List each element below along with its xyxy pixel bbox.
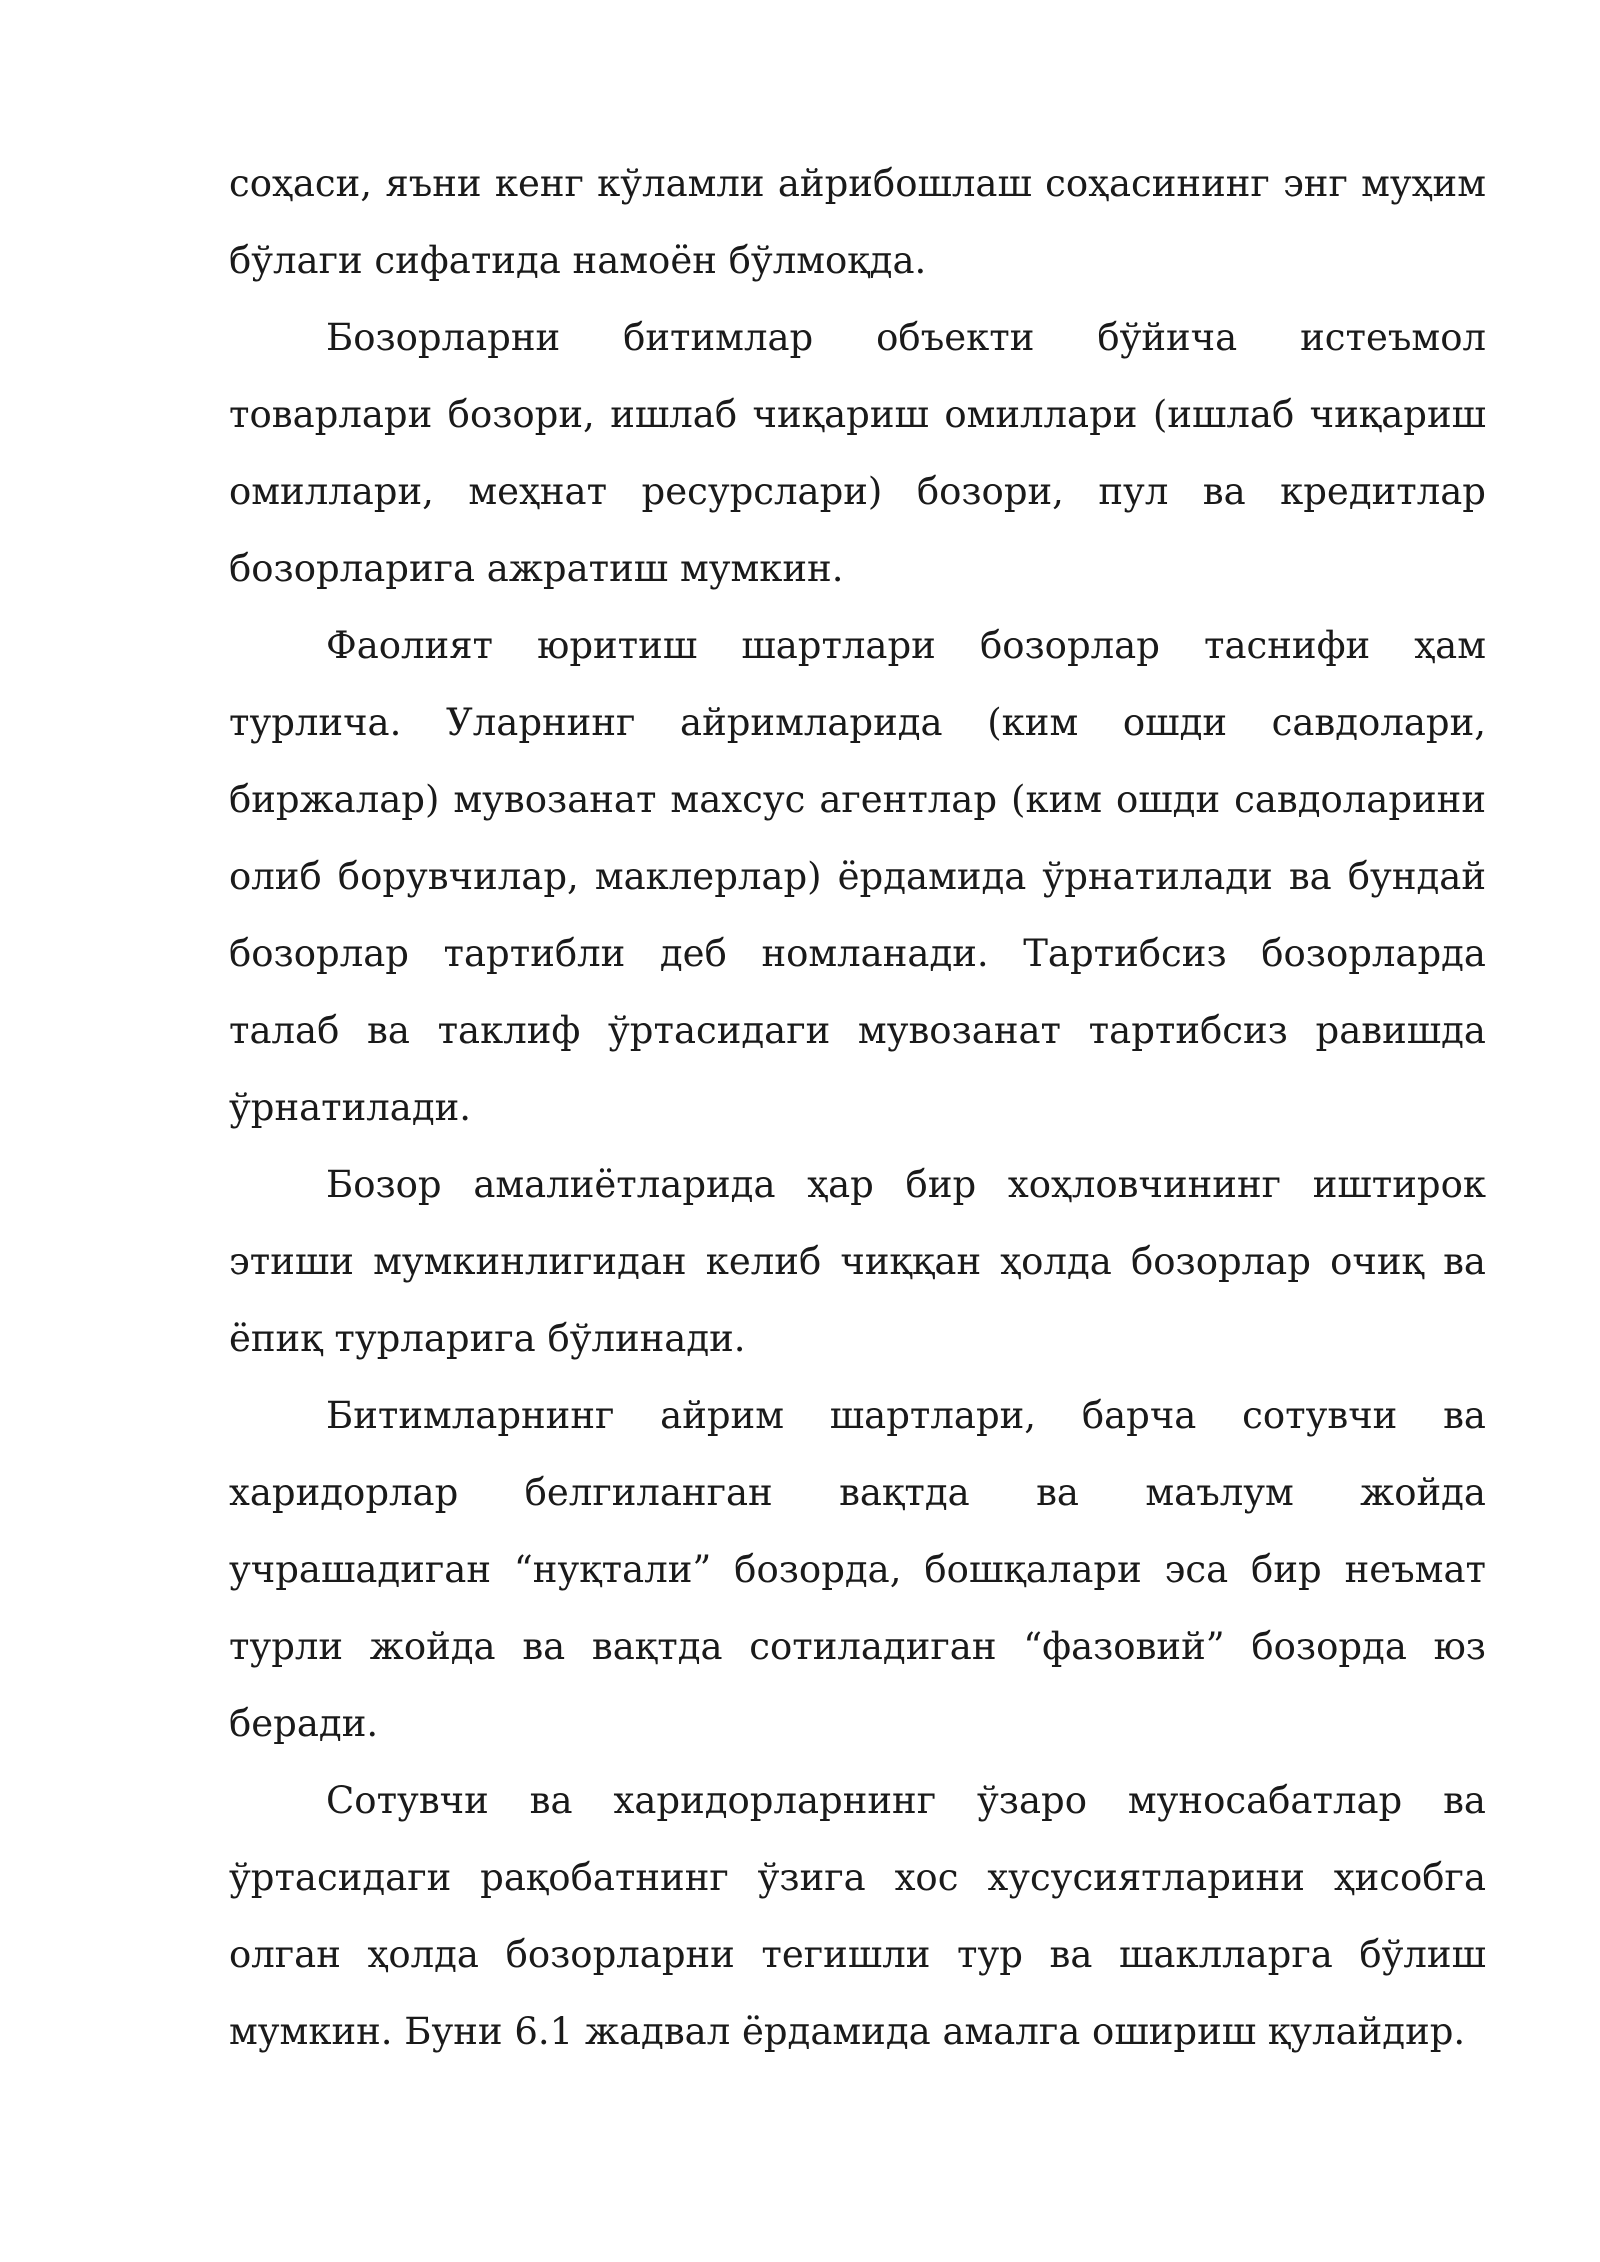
document-page: [229, 145, 1486, 2070]
paragraph-2: Бозорларни битимлар объекти бўйича истеъмол товарлари бозори, ишлаб чиқариш омиллари (ишлаб чиқариш омиллари, меҳнат ресурслари) бозори, пул ва кредитлар бозорларига ажратиш мумкин.: [229, 316, 1486, 590]
paragraph-1: соҳаси, яъни кенг кўламли айрибошлаш соҳасининг энг муҳим бўлаги сифатида намоён бўлмоқда.: [229, 162, 1486, 282]
paragraph-3: Фаолият юритиш шартлари бозорлар таснифи ҳам турлича. Уларнинг айримларида (ким ошди савдолари, биржалар) мувозанат махсус агентлар (ким ошди савдоларини олиб борувчилар, маклерлар) ёрдамида ўрнатилади ва бундай бозорлар тартибли деб номланади. Тартибсиз бозорларда талаб ва таклиф ўртасидаги мувозанат тартибсиз равишда ўрнатилади.: [229, 624, 1486, 1129]
paragraph-4: Бозор амалиётларида ҳар бир хоҳловчининг иштирок этиши мумкинлигидан келиб чиққан ҳолда бозорлар очиқ ва ёпиқ турларига бўлинади.: [229, 1163, 1486, 1360]
paragraph-5: Битимларнинг айрим шартлари, барча сотувчи ва харидорлар белгиланган вақтда ва маълум жойда учрашадиган “нуқтали” бозорда, бошқалари эса бир неъмат турли жойда ва вақтда сотиладиган “фазовий” бозорда юз беради.: [229, 1394, 1486, 1745]
paragraph-6: Сотувчи ва харидорларнинг ўзаро муносабатлар ва ўртасидаги рақобатнинг ўзига хос хусусиятларини ҳисобга олган ҳолда бозорларни тегишли тур ва шаклларга бўлиш мумкин. Буни 6.1 жадвал ёрдамида амалга ошириш қулайдир.: [229, 1779, 1486, 2053]
